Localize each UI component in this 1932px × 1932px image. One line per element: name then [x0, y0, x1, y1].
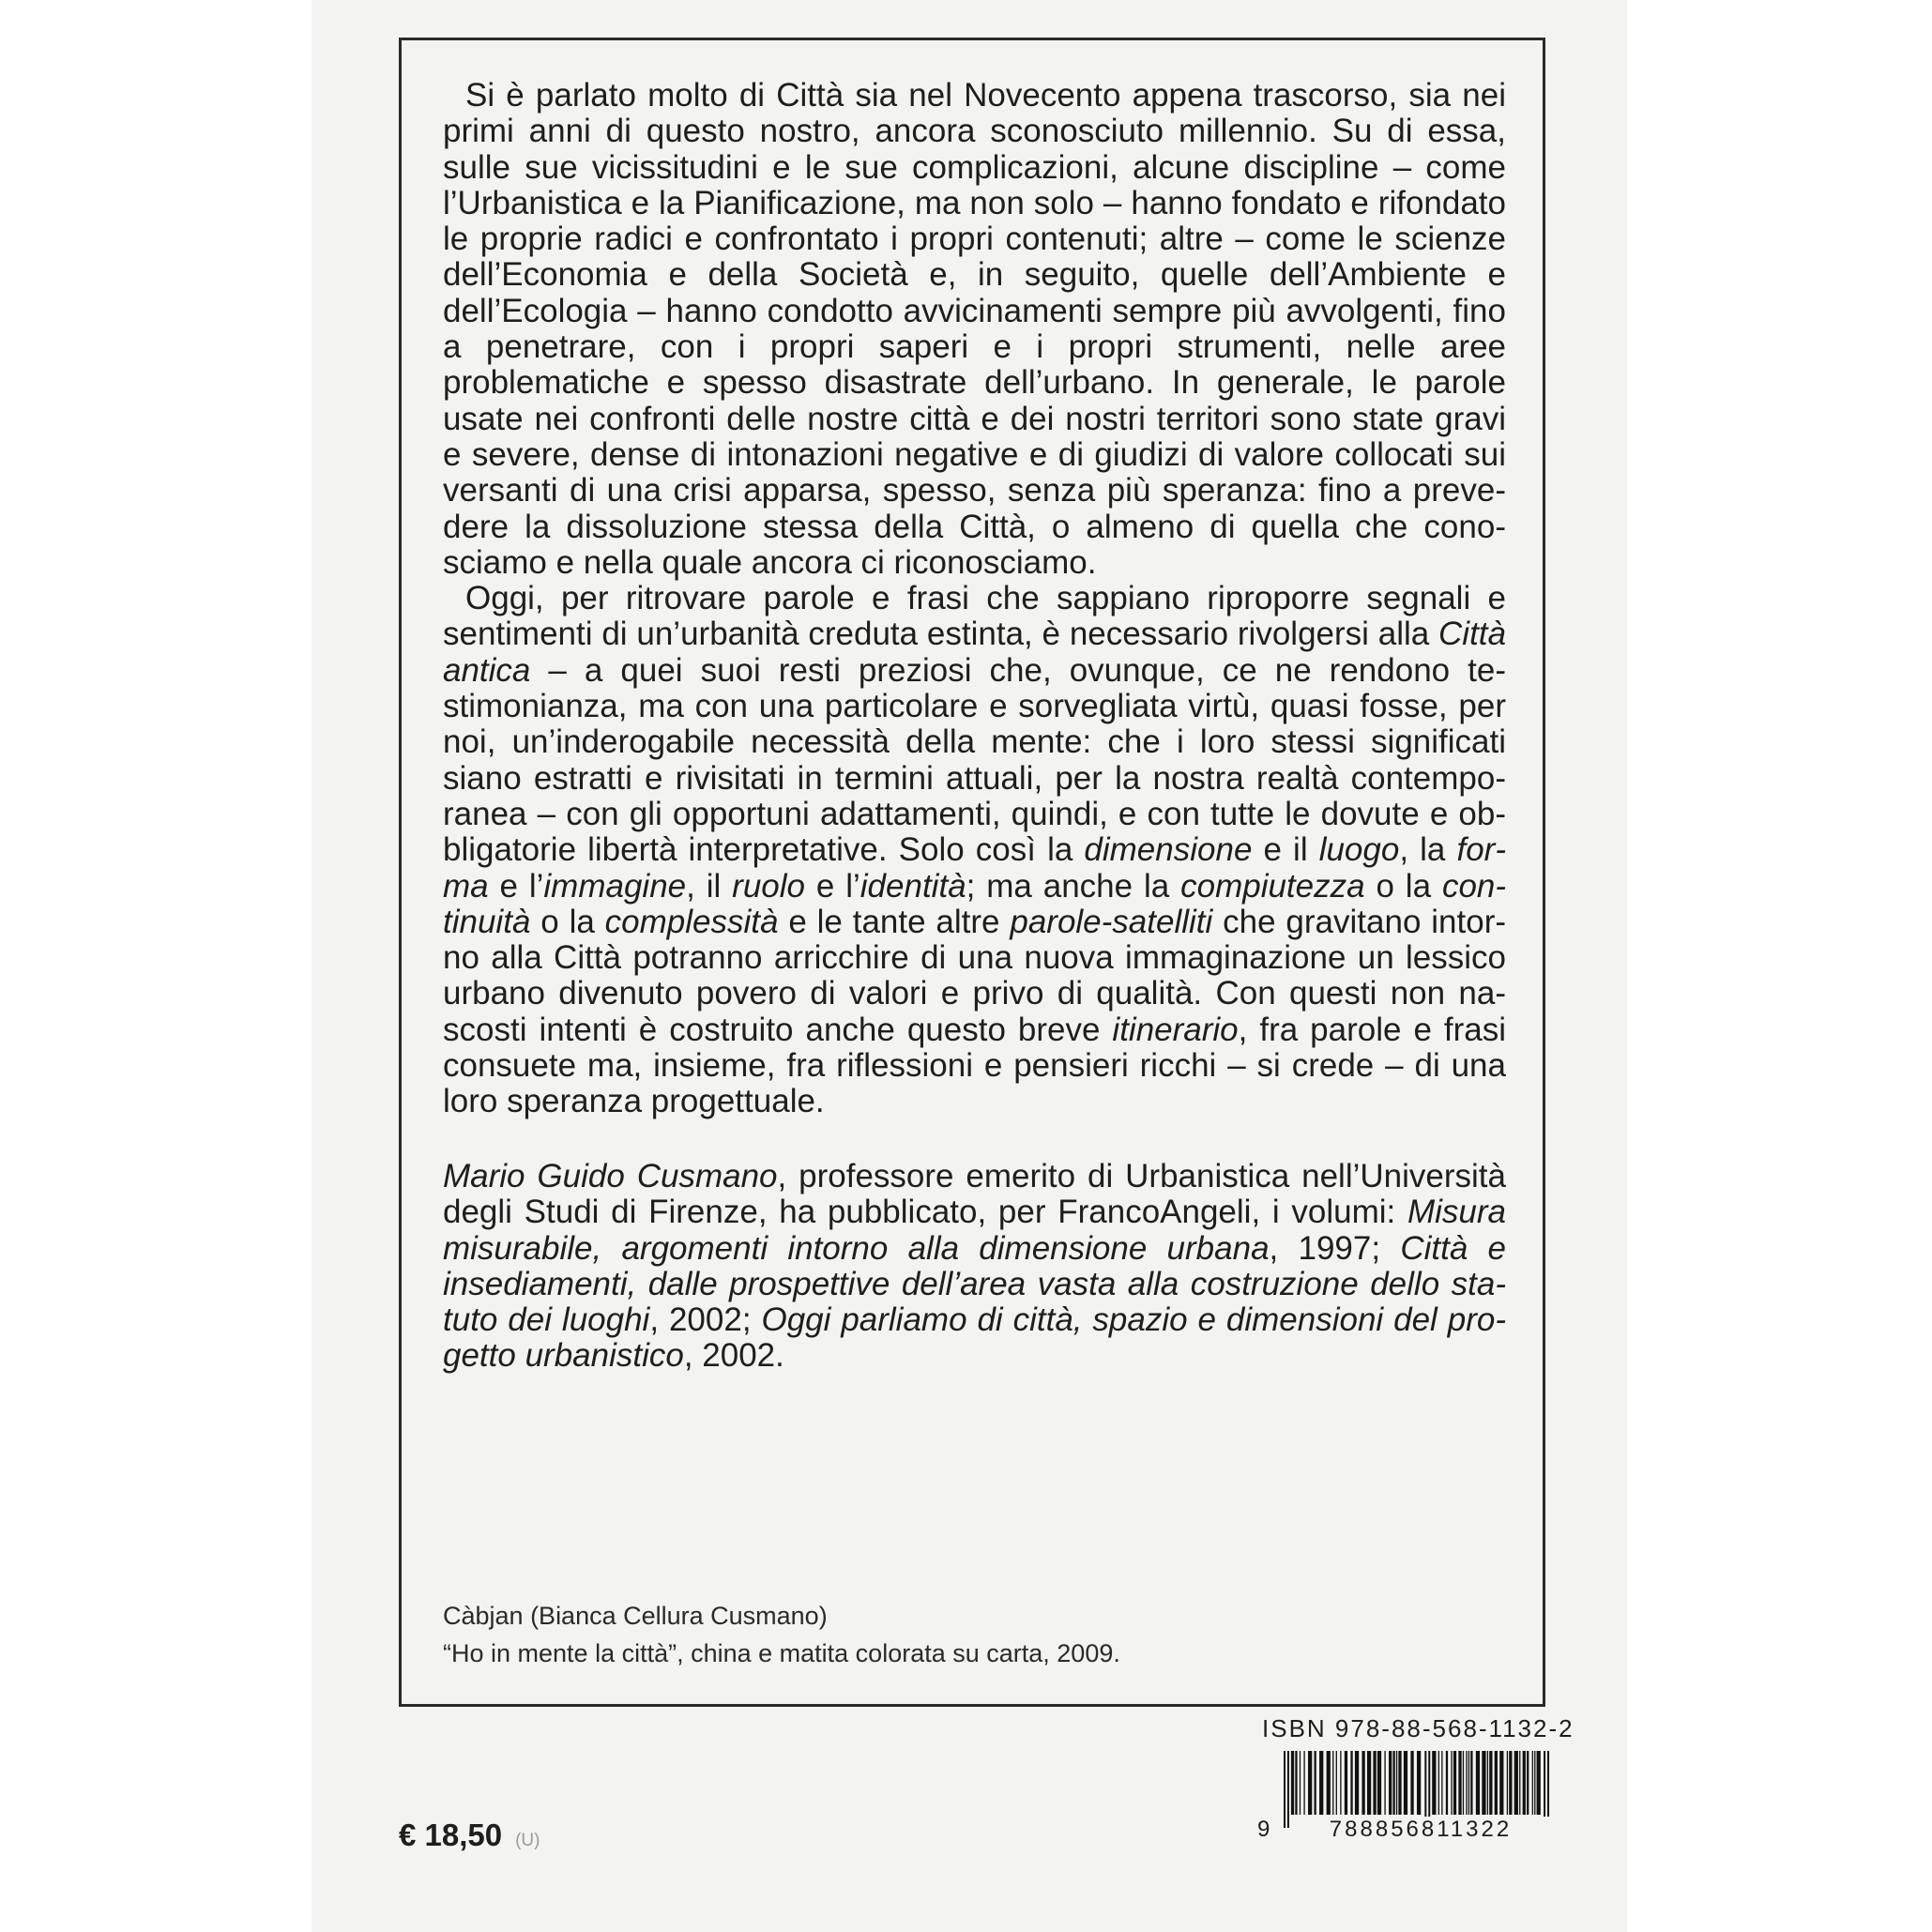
text-run: , fra parole e frasi consuete ma, insieme, fra riflessioni e pensieri ricchi – si crede – di una loro speranza progettuale. — [443, 1011, 1506, 1120]
barcode-bar — [1489, 1751, 1492, 1815]
text-run: ruolo — [732, 867, 805, 905]
barcode-bar — [1314, 1751, 1316, 1815]
barcode-bar — [1482, 1751, 1485, 1815]
barcode-bar — [1451, 1751, 1452, 1815]
barcode-bar — [1291, 1751, 1294, 1815]
barcode-bar — [1327, 1751, 1331, 1815]
barcode-bar — [1432, 1751, 1436, 1815]
text-run: compiutezza — [1180, 867, 1365, 905]
text-run: – a quei suoi resti preziosi che, ovunque, ce ne rendono testimonianza, ma con una particolare e sorvegliata virtù, quasi fosse, per noi, un’inderogabile necessità della mente: che i loro stessi significati siano estratti e rivisitati in termini attuali, per la nostra realtà contemporanea – con gli opportuni adattamenti, quindi, e con tutte le dovute e obbligatorie libertà interpretative. Solo così la — [443, 651, 1506, 869]
text-run: e il — [1252, 831, 1319, 869]
isbn-label: ISBN 978-88-568-1132-2 — [1262, 1714, 1575, 1742]
barcode-bar — [1308, 1751, 1312, 1815]
barcode-bar — [1534, 1751, 1535, 1815]
blurb-text — [443, 78, 1506, 1120]
text-run: continuità — [443, 867, 1507, 940]
barcode-bar — [1537, 1751, 1541, 1815]
text-run: o la — [530, 903, 605, 940]
barcode-bar — [1519, 1751, 1520, 1815]
barcode-bar — [1468, 1751, 1469, 1815]
text-run: , 1997; — [1269, 1229, 1401, 1267]
author-bio-paragraph — [443, 1159, 1506, 1375]
text-run: Si è parlato molto di Città sia nel Novecento appena trascorso, sia nei primi anni di questo nostro, ancora sconosciuto millennio. Su di essa, sulle sue vicissitudini e le sue complicazioni, alcune discipline – come l’Urbanistica e la Pianificazione, ma non solo – hanno fondato e rifondato le proprie radici e confrontato i propri contenuti; altre – come le scienze dell’Economia e della Società e, in seguito, quelle dell’Ambiente e dell’Ecologia – hanno condotto avvicinamenti sempre più avvolgenti, fino a penetrare, con i propri saperi e i propri strumenti, nelle aree problematiche e spesso disastrate dell’urbano. In generale, le parole usate nei confronti delle nostre città e dei nostri territori sono state gravi e severe, dense di intonazioni negative e di giudizi di valore collocati sui versanti di una crisi apparsa, spesso, senza più speranza: fino a prevedere la dissoluzione stessa della Città, o almeno di quella che conosciamo e nella quale ancora ci riconosciamo. — [443, 77, 1506, 581]
barcode-bar — [1295, 1751, 1297, 1815]
barcode-bar — [1373, 1751, 1376, 1815]
text-run: Mario Guido Cusmano — [443, 1158, 778, 1194]
barcode-bar — [1527, 1751, 1529, 1815]
barcode-bar — [1303, 1751, 1304, 1815]
text-run: , 2002; — [649, 1301, 762, 1339]
barcode-bar — [1398, 1751, 1401, 1815]
barcode-bar — [1336, 1751, 1337, 1815]
blurb-paragraph-1 — [443, 78, 1506, 581]
text-run: forma — [443, 831, 1506, 905]
barcode-bar — [1463, 1751, 1464, 1815]
credit-artwork: “Ho in mente la città”, china e matita colorata su carta, 2009. — [443, 1639, 1120, 1667]
barcode-bar — [1392, 1751, 1394, 1815]
text-run: e l’ — [488, 867, 544, 905]
barcode-bar — [1377, 1751, 1381, 1815]
barcode-bar — [1396, 1751, 1397, 1815]
price — [399, 1818, 540, 1853]
barcode-bar — [1389, 1751, 1392, 1815]
text-run: dimensione — [1084, 831, 1253, 869]
text-run: , professore emerito di Urbanistica nell’Università degli Studi di Firenze, ha pubblicato, per FrancoAngeli, i volumi: — [443, 1158, 1506, 1231]
barcode-bar — [1458, 1751, 1461, 1815]
barcode-bar — [1367, 1751, 1371, 1815]
text-run: Oggi parliamo di città, spazio e dimensioni del progetto urbanistico — [443, 1301, 1506, 1375]
barcode-bar — [1514, 1751, 1518, 1815]
barcode-digit-first: 9 — [1257, 1817, 1272, 1842]
text-run: e le tante altre — [778, 903, 1011, 940]
barcode-bar — [1466, 1751, 1467, 1815]
barcode-guard-bar — [1284, 1751, 1285, 1828]
text-run: ; ma anche la — [966, 867, 1181, 905]
barcode-bar — [1453, 1751, 1456, 1815]
barcode-bar — [1446, 1751, 1448, 1815]
text-run: , il — [686, 867, 733, 905]
barcode-bar — [1332, 1751, 1333, 1815]
text-run: parole-satelliti — [1010, 903, 1213, 940]
text-run: Misura misurabile, argomenti intorno alla dimensione urbana — [443, 1194, 1506, 1267]
barcode-bar — [1384, 1751, 1385, 1815]
barcode-digits: 788856811322 — [1289, 1817, 1552, 1843]
blurb-paragraph-2 — [443, 581, 1506, 1119]
text-run: Città antica — [443, 616, 1506, 689]
barcode-bar — [1340, 1751, 1341, 1815]
author-bio — [443, 1159, 1506, 1375]
barcode-bar — [1476, 1751, 1480, 1815]
text-run: o la — [1364, 867, 1442, 905]
barcode-bar — [1362, 1751, 1364, 1815]
price-code: (U) — [515, 1831, 540, 1850]
barcode-bar — [1350, 1751, 1352, 1815]
text-run: , 2002. — [683, 1337, 784, 1375]
text-run: immagine — [543, 867, 687, 905]
barcode-bar — [1355, 1751, 1359, 1815]
barcode-bar — [1487, 1751, 1488, 1815]
text-run: , la — [1399, 831, 1457, 869]
barcode-bar — [1523, 1751, 1526, 1815]
barcode-bar — [1345, 1751, 1347, 1815]
text-run: luogo — [1318, 831, 1400, 869]
barcode-bar — [1509, 1751, 1512, 1815]
barcode-bar — [1532, 1751, 1533, 1815]
text-run: Oggi, per ritrovare parole e frasi che sappiano riproporre segnali e sentimenti di un’urbanità creduta estinta, è necessario rivolgersi alla — [443, 580, 1506, 653]
barcode-bar — [1495, 1751, 1498, 1815]
text-run: complessità — [604, 903, 779, 940]
barcode-bar — [1438, 1751, 1439, 1815]
price-amount: € 18,50 — [399, 1818, 503, 1852]
barcode-bar — [1300, 1751, 1301, 1815]
barcode-bar — [1499, 1751, 1503, 1815]
barcode-bar — [1507, 1751, 1508, 1815]
text-run: Città e insediamenti, dalle prospettive dell’area vasta alla costruzione dello statuto dei luoghi — [443, 1229, 1506, 1339]
barcode — [1257, 1751, 1556, 1852]
barcode-bar — [1404, 1751, 1407, 1815]
text-run: identità — [860, 867, 966, 905]
text-run: itinerario — [1112, 1011, 1239, 1048]
text-run: che gravitano intorno alla Città potranno arricchire di una nuova immaginazione un lessico urbano divenuto povero di valori e privo di qualità. Con questi non nascosti intenti è costruito anche questo breve — [443, 903, 1506, 1048]
credit-artist: Càbjan (Bianca Cellura Cusmano) — [443, 1602, 828, 1630]
barcode-bar — [1410, 1751, 1413, 1815]
barcode-bar — [1441, 1751, 1442, 1815]
cover-art-credit — [443, 1597, 1120, 1672]
text-run: e l’ — [805, 867, 860, 905]
barcode-bar — [1470, 1751, 1472, 1815]
barcode-bar — [1319, 1751, 1323, 1815]
barcode-bar — [1417, 1751, 1421, 1815]
